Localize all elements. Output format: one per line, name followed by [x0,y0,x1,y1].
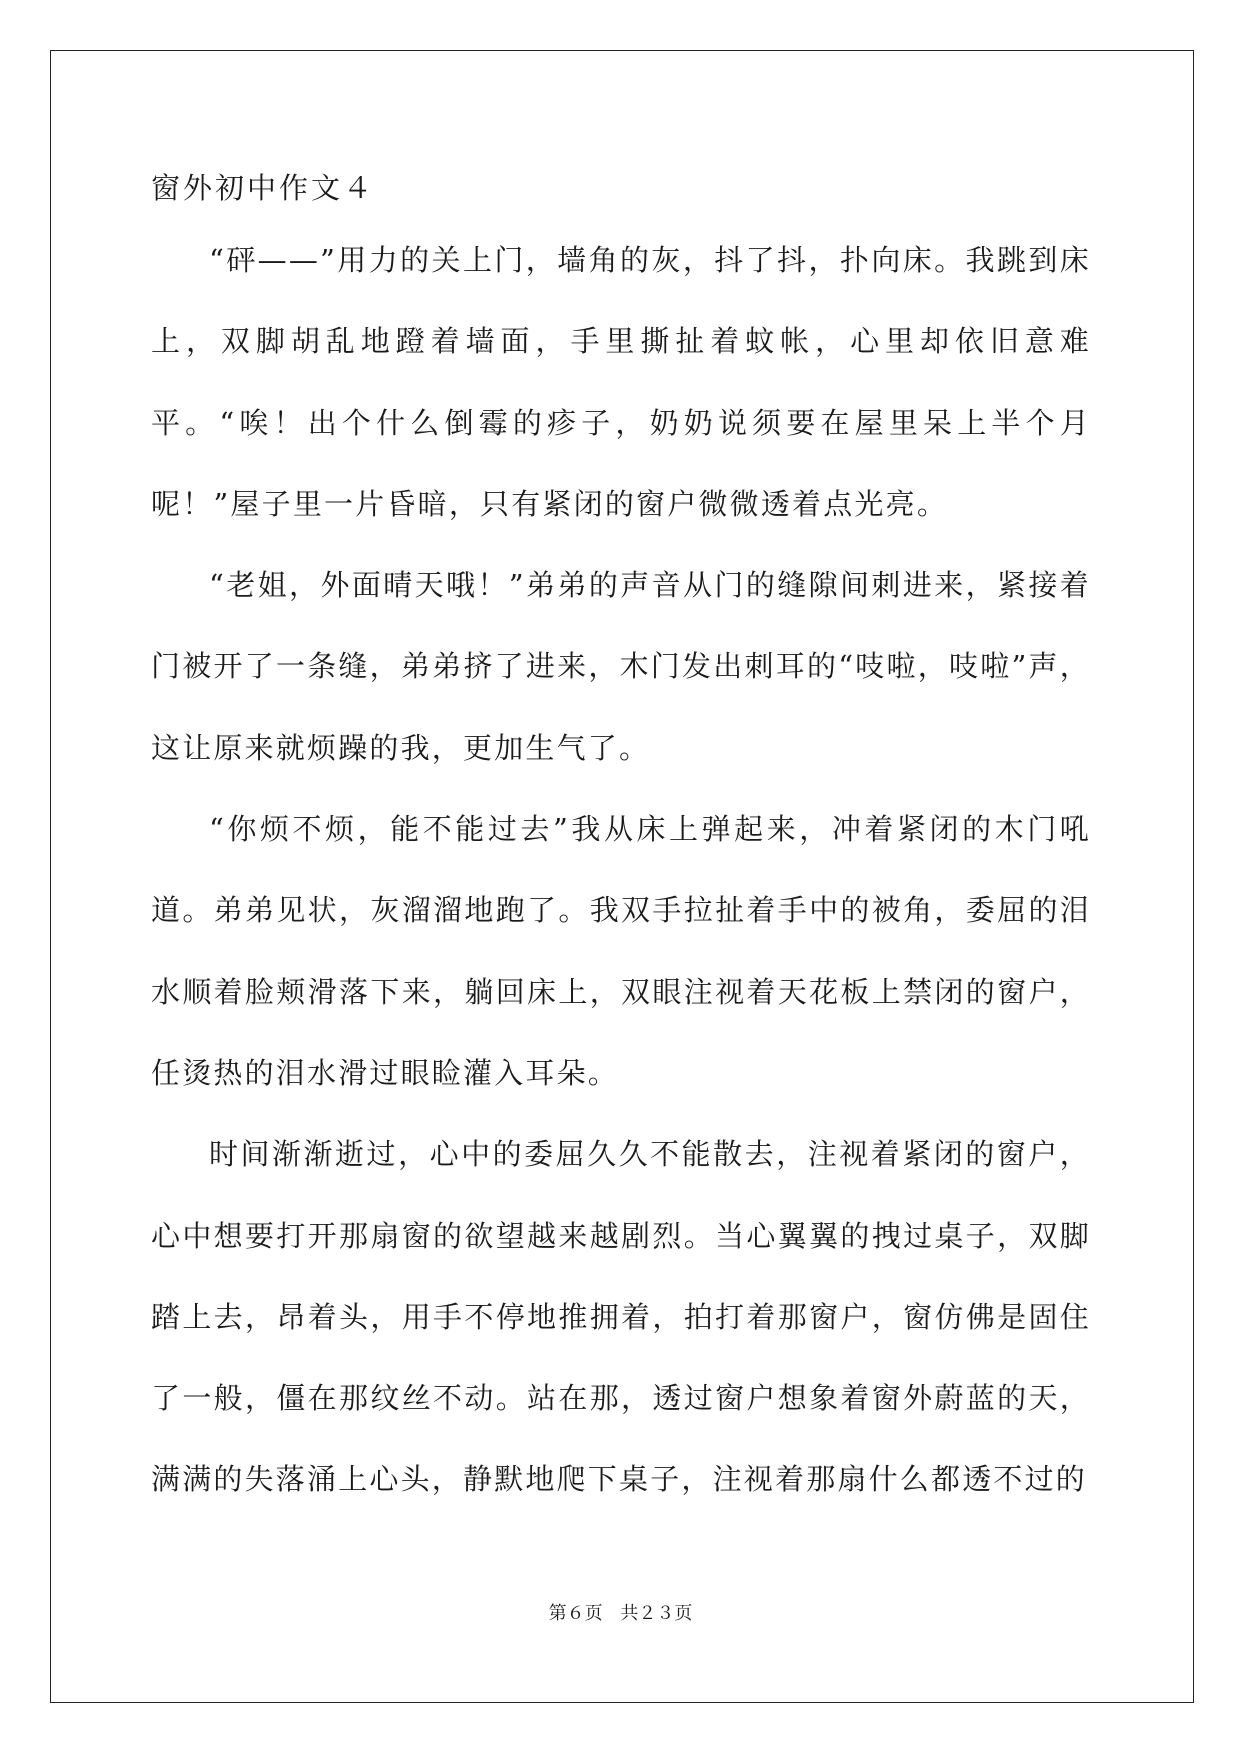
page-number-current: 第６页 [548,1603,603,1624]
page-footer [0,1602,1241,1626]
paragraph-3: “你烦不烦，能不能过去”我从床上弹起来，冲着紧闭的木门吼道。弟弟见状，灰溜溜地跑了。我双手拉扯着手中的被角，委屈的泪水顺着脸颊滑落下来，躺回床上，双眼注视着天花板上禁闭的窗户，任烫热的泪水滑过眼睑灌入耳朵。 [151,812,1091,1090]
document-body [151,220,1091,1521]
paragraph-4: 时间渐渐逝过，心中的委屈久久不能散去，注视着紧闭的窗户，心中想要打开那扇窗的欲望越来越剧烈。当心翼翼的拽过桌子，双脚踏上去，昂着头，用手不停地推拥着，拍打着那窗户，窗仿佛是固住了一般，僵在那纹丝不动。站在那，透过窗户想象着窗外蔚蓝的天，满满的失落涌上心头，静默地爬下桌子，注视着那扇什么都透不过的 [151,1137,1091,1497]
page-number-total: 共２３页 [620,1603,693,1624]
document-title: 窗外初中作文４ [151,171,376,205]
paragraph-1: “砰——”用力的关上门，墙角的灰，抖了抖，扑向床。我跳到床上，双脚胡乱地蹬着墙面，手里撕扯着蚊帐，心里却依旧意难平。“唉！出个什么倒霉的疹子，奶奶说须要在屋里呆上半个月呢！”屋子里一片昏暗，只有紧闭的窗户微微透着点光亮。 [151,243,1091,521]
paragraph-2: “老姐，外面晴天哦！”弟弟的声音从门的缝隙间刺进来，紧接着门被开了一条缝，弟弟挤了进来，木门发出刺耳的“吱啦，吱啦”声，这让原来就烦躁的我，更加生气了。 [151,568,1091,765]
